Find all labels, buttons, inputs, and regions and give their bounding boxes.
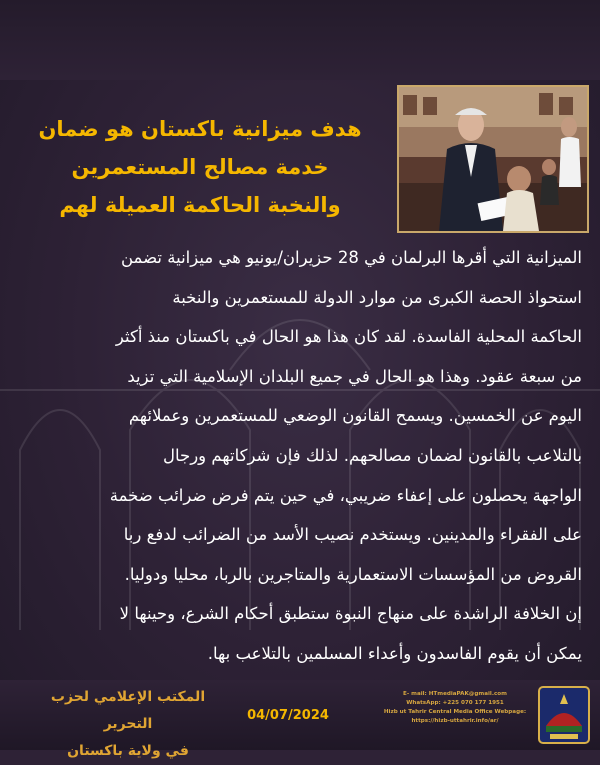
body-line: إن الخلافة الراشدة على منهاج النبوة ستطبق أحكام الشرع، وحينها لا	[119, 604, 582, 624]
body-line: بالتلاعب بالقانون لضمان مصالحهم. لذلك فإن شركاتهم ورجال	[163, 445, 582, 465]
headline-line: خدمة مصالح المستعمرين	[71, 155, 329, 179]
hizb-ut-tahrir-emblem-icon	[538, 686, 590, 744]
body-line: الواجهة يحصلون على إعفاء ضريبي، في حين يتم فرض ضرائب ضخمة	[109, 485, 582, 505]
body-line: الميزانية التي أقرها البرلمان في 28 حزيران/يونيو هي ميزانية تضمن	[121, 248, 582, 267]
body-line: الحاكمة المحلية الفاسدة. لقد كان هذا هو الحال في باكستان منذ أكثر	[115, 327, 582, 347]
contact-webpage-label: Hizb ut Tahrir Central Media Office Webpage:	[383, 709, 527, 715]
headline	[15, 110, 385, 224]
contact-email[interactable]: E- mail: HTmediaPAK@gmail.com	[403, 691, 507, 697]
article-body	[18, 238, 582, 674]
media-office-label	[28, 684, 228, 765]
office-line: في ولاية باكستان	[67, 743, 189, 759]
headline-line: والنخبة الحاكمة العميلة لهم	[59, 193, 341, 217]
contact-whatsapp[interactable]: WhatsApp: +225 070 177 1951	[406, 700, 504, 706]
news-photo	[397, 85, 589, 233]
body-line: اليوم عن الخمسين. ويسمح القانون الوضعي للمستعمرين وعملائهم	[128, 406, 582, 426]
top-band	[0, 0, 600, 80]
contact-webpage-url[interactable]: https://hizb-uttahrir.info/ar/	[411, 718, 499, 724]
body-line: على الفقراء والمدينين. ويستخدم نصيب الأسد من الضرائب لدفع ربا	[123, 525, 582, 545]
publish-date: 04/07/2024	[247, 708, 329, 723]
contact-info	[380, 690, 530, 726]
body-line: استحواذ الحصة الكبرى من موارد الدولة للمستعمرين والنخبة	[172, 287, 582, 307]
body-line: يمكن أن يقوم الفاسدون وأعداء المسلمين بالتلاعب بها.	[207, 643, 582, 663]
parliament-speaker-photo-icon	[399, 87, 587, 231]
body-line: من سبعة عقود. وهذا هو الحال في جميع البلدان الإسلامية التي تزيد	[127, 366, 582, 386]
body-line: القروض من المؤسسات الاستعمارية والمتاجرين بالربا، محليا ودوليا.	[124, 564, 582, 584]
office-line: المكتب الإعلامي لحزب التحرير	[50, 689, 206, 732]
headline-line: هدف ميزانية باكستان هو ضمان	[38, 117, 362, 141]
